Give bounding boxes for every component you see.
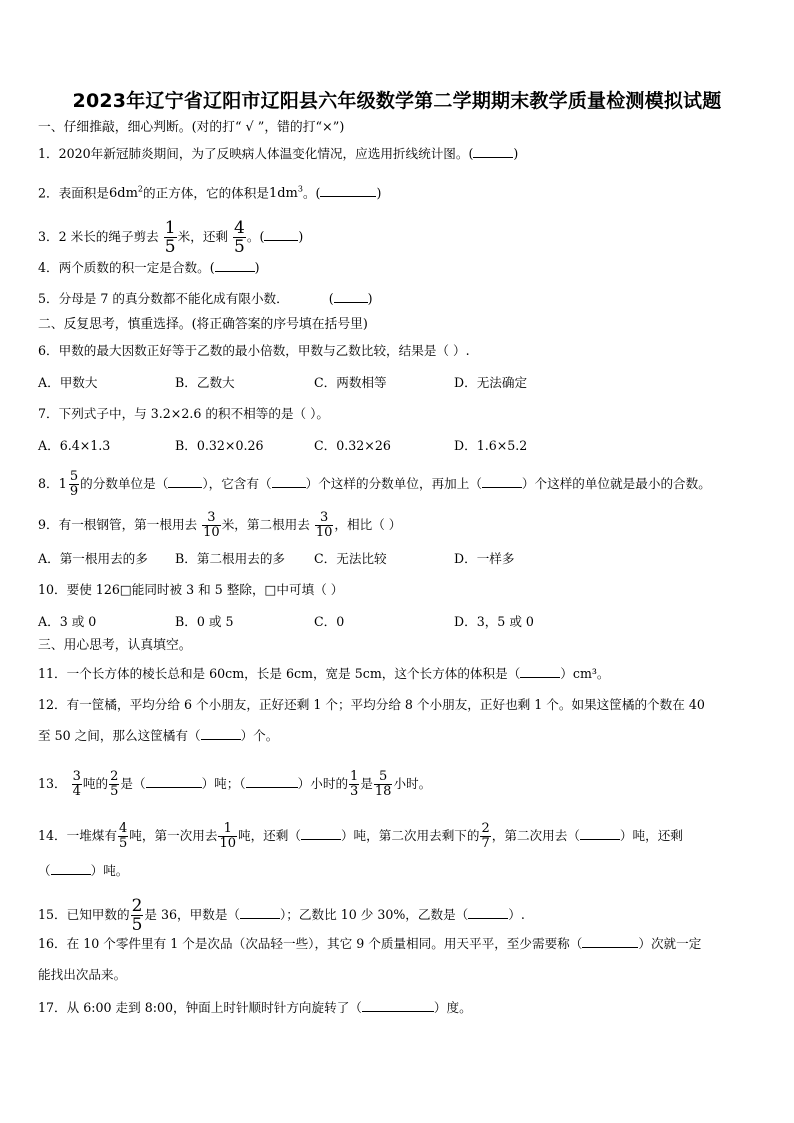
question-6: 6．甲数的最大因数正好等于乙数的最小倍数，甲数与乙数比较，结果是（ ）. <box>38 343 470 358</box>
fraction: $\frac{3}{10}$ <box>315 510 333 540</box>
option-a[interactable]: A．3 或 0 <box>38 614 97 629</box>
question-9: 9．有一根钢管，第一根用去 $\frac{3}{10}$ 米，第二根用去 $\frac{3}{10}$ ，相比（ ） <box>38 510 402 540</box>
answer-blank[interactable] <box>473 145 513 158</box>
fraction: $\frac{2}{5}$ <box>110 769 119 799</box>
question-7: 7．下列式子中，与 3.2×2.6 的积不相等的是（ ）。 <box>38 406 330 421</box>
answer-blank[interactable] <box>468 906 508 919</box>
question-3: 3．2 米长的绳子剪去 $\frac{1}{5}$ 米，还剩 $\frac{4}{5}$ 。( ) <box>38 218 304 257</box>
question-4: 4．两个质数的积一定是合数。( ) <box>38 260 260 275</box>
option-d[interactable]: D．1.6×5.2 <box>454 438 528 453</box>
fraction: $\frac{1}{10}$ <box>219 821 236 851</box>
answer-blank[interactable] <box>201 727 241 740</box>
answer-blank[interactable] <box>215 259 255 272</box>
question-16: 16．在 10 个零件里有 1 个是次品（次品轻一些），其它 9 个质量相同。用天平平，至少需要称（ ）次就一定 <box>38 936 702 951</box>
answer-blank[interactable] <box>362 999 434 1012</box>
option-c[interactable]: C．两数相等 <box>314 375 387 390</box>
section-heading-2: 二、反复思考，慎重选择。(将正确答案的序号填在括号里) <box>38 317 368 332</box>
answer-blank[interactable] <box>272 475 306 488</box>
option-b[interactable]: B．0 或 5 <box>175 614 234 629</box>
answer-blank[interactable] <box>246 775 298 788</box>
option-a[interactable]: A．第一根用去的多 <box>38 551 148 566</box>
volume-value: $1dm^3$ <box>268 185 303 202</box>
option-b[interactable]: B．第二根用去的多 <box>175 551 286 566</box>
question-17: 17．从 6:00 走到 8:00，钟面上时针顺时针方向旋转了（ ）度。 <box>38 1000 472 1015</box>
question-2: 2．表面积是$6dm^2$的正方体，它的体积是$1dm^3$。( ) <box>38 185 382 202</box>
question-1: 1．2020年新冠肺炎期间，为了反映病人体温变化情况，应选用折线统计图。( ) <box>38 146 519 161</box>
answer-blank[interactable] <box>580 827 620 840</box>
surface-area-value: $6dm^2$ <box>108 185 143 202</box>
question-15: 15．已知甲数的 $\frac{2}{5}$ 是 36，甲数是（ ）；乙数比 10 少 30%，乙数是（ ）. <box>38 896 525 935</box>
option-c[interactable]: C．0.32×26 <box>314 438 391 453</box>
answer-blank[interactable] <box>168 475 202 488</box>
question-14: 14．一堆煤有 $\frac{4}{5}$ 吨，第一次用去 $\frac{1}{10}$ 吨，还剩（ ）吨，第二次用去剩下的 $\frac{2}{7}$ ，第二次用去（ ）吨，还剩 <box>38 821 683 851</box>
fraction: $\frac{2}{5}$ <box>131 896 143 935</box>
option-b[interactable]: B．乙数大 <box>175 375 235 390</box>
question-16-continued: 能找出次品来。 <box>38 967 127 982</box>
section-heading-3: 三、用心思考，认真填空。 <box>38 638 192 653</box>
fraction: $\frac{3}{4}$ <box>72 769 81 799</box>
question-12: 12．有一筐橘，平均分给 6 个小朋友，正好还剩 1 个；平均分给 8 个小朋友，正好也剩 1 个。如果这筐橘的个数在 40 <box>38 697 705 712</box>
option-b[interactable]: B．0.32×0.26 <box>175 438 264 453</box>
option-c[interactable]: C．无法比较 <box>314 551 387 566</box>
fraction: $\frac{5}{18}$ <box>374 769 392 799</box>
answer-blank[interactable] <box>240 906 280 919</box>
answer-blank[interactable] <box>51 862 91 875</box>
question-14-continued: （ ）吨。 <box>38 863 129 878</box>
fraction: $\frac{1}{3}$ <box>350 769 359 799</box>
question-11: 11．一个长方体的棱长总和是 60cm，长是 6cm，宽是 5cm，这个长方体的体积是（ ）cm³。 <box>38 666 610 681</box>
option-c[interactable]: C．0 <box>314 614 345 629</box>
question-10: 10．要使 126□能同时被 3 和 5 整除，□中可填（ ） <box>38 582 344 597</box>
question-5: 5．分母是 7 的真分数都不能化成有限小数． ( ) <box>38 291 373 306</box>
question-8: 8． 1 $\frac{5}{9}$ 的分数单位是（ ），它含有（ ）个这样的分数单位，再加上（ ）个这样的单位就是最小的合数。 <box>38 469 711 499</box>
answer-blank[interactable] <box>520 665 560 678</box>
answer-blank[interactable] <box>582 935 638 948</box>
page-title: 2023年辽宁省辽阳市辽阳县六年级数学第二学期期末教学质量检测模拟试题 <box>72 90 722 112</box>
answer-blank[interactable] <box>334 290 368 303</box>
fraction: $\frac{3}{10}$ <box>203 510 220 540</box>
option-a[interactable]: A．甲数大 <box>38 375 98 390</box>
question-12-continued: 至 50 之间，那么这筐橘有（ ）个。 <box>38 728 279 743</box>
question-13: 13． $\frac{3}{4}$ 吨的 $\frac{2}{5}$ 是（ ）吨；（ ）小时的 $\frac{1}{3}$ 是 $\frac{5}{18}$ 小时。 <box>38 769 432 799</box>
answer-blank[interactable] <box>146 775 202 788</box>
fraction: $\frac{4}{5}$ <box>234 218 245 257</box>
mixed-number: 1 $\frac{5}{9}$ <box>58 469 79 499</box>
option-d[interactable]: D．无法确定 <box>454 375 528 390</box>
option-a[interactable]: A．6.4×1.3 <box>38 438 111 453</box>
fraction: $\frac{1}{5}$ <box>164 218 176 257</box>
option-d[interactable]: D．一样多 <box>454 551 515 566</box>
answer-blank[interactable] <box>320 184 376 197</box>
answer-blank[interactable] <box>482 475 522 488</box>
fraction: $\frac{4}{5}$ <box>119 821 128 851</box>
section-heading-1: 一、仔细推敲，细心判断。(对的打“ √ ”，错的打“×”) <box>38 120 345 135</box>
answer-blank[interactable] <box>301 827 341 840</box>
option-d[interactable]: D．3，5 或 0 <box>454 614 534 629</box>
fraction: $\frac{2}{7}$ <box>481 821 490 851</box>
answer-blank[interactable] <box>264 228 298 241</box>
